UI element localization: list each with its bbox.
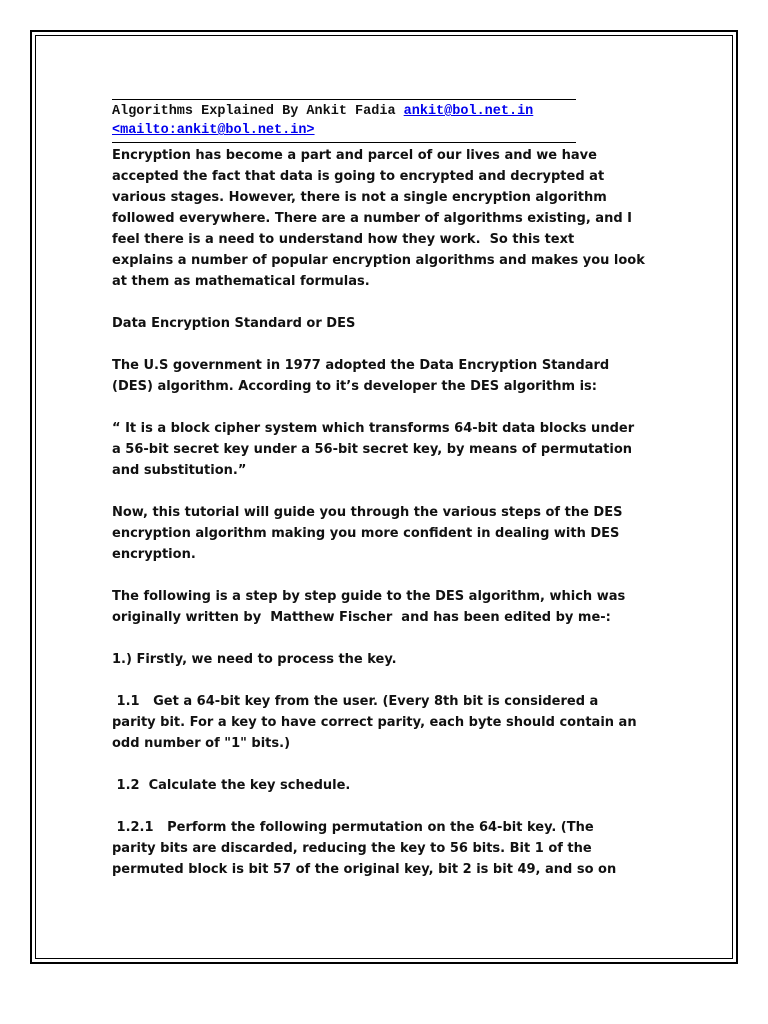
header-bottom-rule [112, 142, 576, 143]
des-heading [112, 313, 672, 334]
step-1-1 [112, 691, 672, 754]
guide-line: The following is a step by step guide to the DES algorithm, which was [112, 589, 626, 604]
des-heading-text: Data Encryption Standard or DES [112, 316, 356, 331]
intro-line: Encryption has become a part and parcel of our lives and we have [112, 148, 597, 163]
tutorial-paragraph [112, 502, 672, 565]
header-top-rule [112, 99, 576, 100]
quote-line: and substitution.” [112, 463, 247, 478]
step-1-1-line: parity bit. For a key to have correct parity, each byte should contain an [112, 715, 637, 730]
step-1-2-1-line: 1.2.1 Perform the following permutation on the 64-bit key. (The [112, 820, 594, 835]
tutorial-line: encryption algorithm making you more confident in dealing with DES [112, 526, 620, 541]
us-gov-line: The U.S government in 1977 adopted the Data Encryption Standard [112, 358, 610, 373]
step-1-2-1 [112, 817, 672, 880]
step-1-1-line: odd number of "1" bits.) [112, 736, 291, 751]
step-1-2 [112, 775, 672, 796]
step-1 [112, 649, 672, 670]
intro-line: feel there is a need to understand how they work. So this text [112, 232, 575, 247]
intro-line: explains a number of popular encryption algorithms and makes you look [112, 253, 645, 268]
tutorial-line: Now, this tutorial will guide you through the various steps of the DES [112, 505, 623, 520]
mailto-link[interactable]: <mailto:ankit@bol.net.in> [112, 123, 315, 138]
step-1-2-1-line: parity bits are discarded, reducing the key to 56 bits. Bit 1 of the [112, 841, 592, 856]
step-1-1-line: 1.1 Get a 64-bit key from the user. (Every 8th bit is considered a [112, 694, 599, 709]
intro-line: followed everywhere. There are a number of algorithms existing, and I [112, 211, 632, 226]
tutorial-line: encryption. [112, 547, 196, 562]
intro-paragraph [112, 145, 672, 292]
quote-line: “ It is a block cipher system which transforms 64-bit data blocks under [112, 421, 635, 436]
header-block [112, 102, 672, 140]
quote-paragraph [112, 418, 672, 481]
header-title: Algorithms Explained By Ankit Fadia [112, 104, 396, 119]
us-gov-paragraph [112, 355, 672, 397]
step-1-text: 1.) Firstly, we need to process the key. [112, 652, 397, 667]
step-1-2-text: 1.2 Calculate the key schedule. [112, 778, 351, 793]
us-gov-line: (DES) algorithm. According to it’s developer the DES algorithm is: [112, 379, 597, 394]
intro-line: at them as mathematical formulas. [112, 274, 370, 289]
step-1-2-1-line: permuted block is bit 57 of the original key, bit 2 is bit 49, and so on [112, 862, 617, 877]
intro-line: various stages. However, there is not a single encryption algorithm [112, 190, 607, 205]
quote-line: a 56-bit secret key under a 56-bit secret key, by means of permutation [112, 442, 633, 457]
document-body [112, 99, 672, 901]
email-link[interactable]: ankit@bol.net.in [403, 104, 534, 119]
guide-paragraph [112, 586, 672, 628]
intro-line: accepted the fact that data is going to encrypted and decrypted at [112, 169, 605, 184]
guide-line: originally written by Matthew Fischer and has been edited by me-: [112, 610, 611, 625]
